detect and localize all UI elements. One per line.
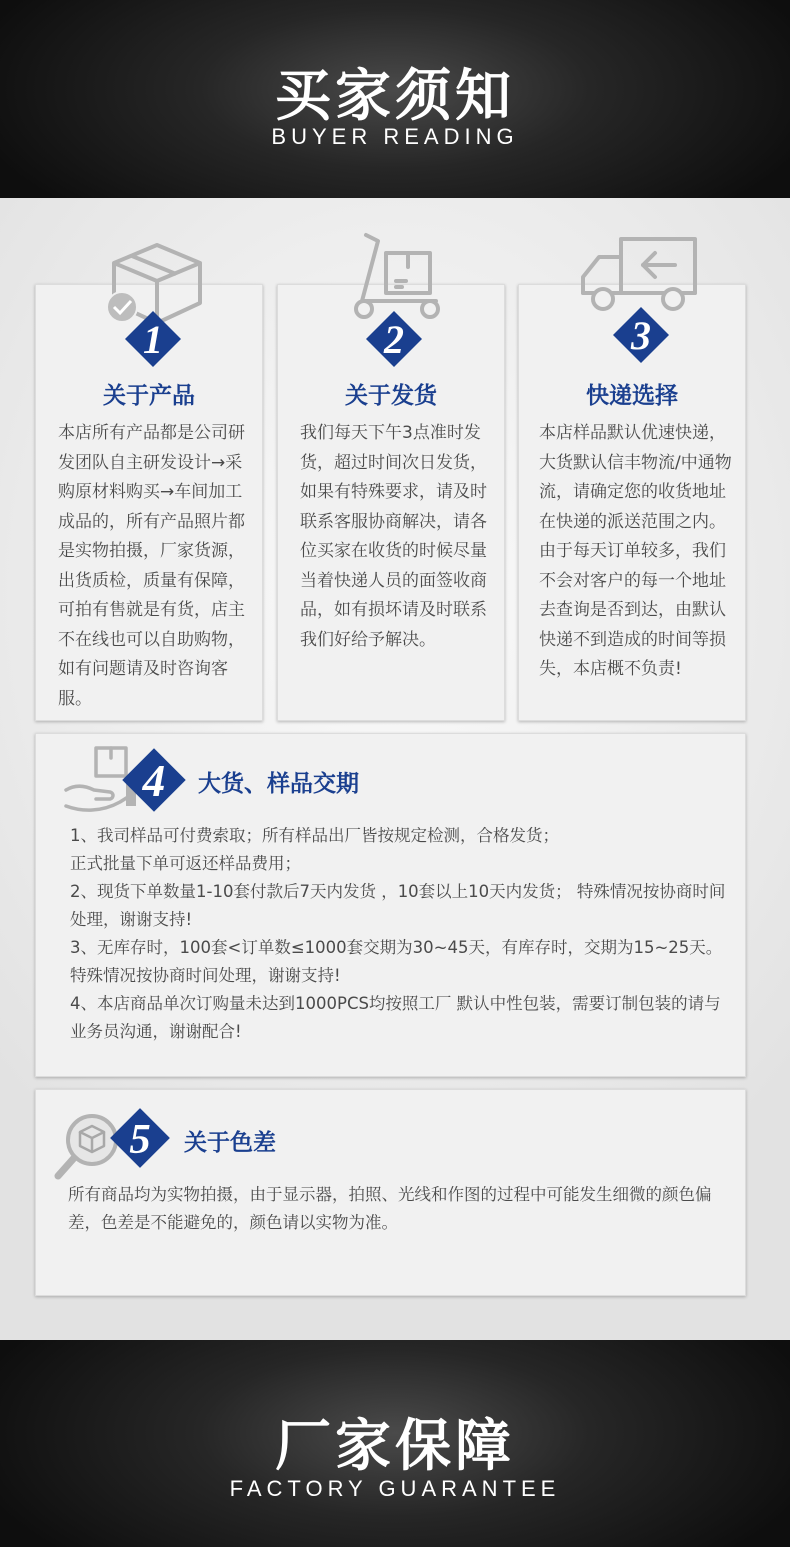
section-text-product: 本店所有产品都是公司研发团队自主研发设计→采购原材料购买→车间加工成品的，所有产品照片都是实物拍摄，厂家货源，出货质检，质量有保障，可拍有售就是有货，店主不在线也可以自助购物，如有问题请及时咨询客服。 xyxy=(58,423,245,709)
number-badge-2-text: 2 xyxy=(384,317,404,362)
number-badge-5-text: 5 xyxy=(129,1115,151,1163)
number-badge-4 xyxy=(120,746,188,814)
section-title-shipping: 关于发货 xyxy=(345,383,437,409)
delivery-time-line-4: 3、无库存时，100套<订单数≤1000套交期为30~45天，有库存时，交期为15~25天。特殊情况按协商时间处理，谢谢支持! xyxy=(70,938,723,985)
number-badge-4-text: 4 xyxy=(142,755,166,806)
page-title: 买家须知 xyxy=(275,64,515,129)
section-text-delivery-time xyxy=(70,822,732,1046)
section-text-express: 本店样品默认优速快递，大货默认信丰物流/中通物流，请确定您的收货地址在快递的派送范围之内。由于每天订单较多，我们不会对客户的每一个地址去查询是否到达，由默认快递不到造成的时间等损失，本店概不负责! xyxy=(539,423,732,679)
delivery-time-line-2: 正式批量下单可返还样品费用； xyxy=(70,854,301,873)
section-text-color-difference: 所有商品均为实物拍摄，由于显示器，拍照、光线和作图的过程中可能发生细微的颜色偏差，色差是不能避免的，颜色请以实物为准。 xyxy=(68,1185,712,1232)
delivery-time-line-5: 4、本店商品单次订购量未达到1000PCS均按照工厂 默认中性包装，需要订制包装的请与业务员沟通，谢谢配合! xyxy=(70,994,721,1041)
section-text-shipping: 我们每天下午3点准时发货，超过时间次日发货，如果有特殊要求，请及时联系客服协商解决，请各位买家在收货的时候尽量当着快递人员的面签收商品，如有损坏请及时联系我们好给予解决。 xyxy=(300,423,487,650)
section-title-color-difference: 关于色差 xyxy=(184,1130,276,1156)
section-title-product: 关于产品 xyxy=(103,383,195,409)
section-card-express xyxy=(518,284,746,721)
section-card-shipping xyxy=(277,284,505,721)
number-badge-2 xyxy=(364,309,424,369)
number-badge-3-text: 3 xyxy=(631,313,651,358)
section-card-delivery-time xyxy=(35,733,746,1077)
number-badge-5 xyxy=(108,1106,172,1170)
number-badge-3 xyxy=(611,305,671,365)
header-band xyxy=(0,0,790,198)
page-subtitle: BUYER READING xyxy=(271,124,519,149)
delivery-time-line-3: 2、现货下单数量1-10套付款后7天内发货 ，10套以上10天内发货； 特殊情况按协商时间处理，谢谢支持! xyxy=(70,882,726,929)
section-card-product xyxy=(35,284,263,721)
hand-truck-icon xyxy=(348,231,448,321)
number-badge-1 xyxy=(123,309,183,369)
footer-title: 厂家保障 xyxy=(275,1414,515,1479)
section-title-express: 快递选择 xyxy=(586,383,678,409)
delivery-time-line-1: 1、我司样品可付费索取；所有样品出厂皆按规定检测，合格发货； xyxy=(70,826,559,845)
section-card-color-difference xyxy=(35,1089,746,1296)
number-badge-1-text: 1 xyxy=(143,317,163,362)
section-title-delivery-time: 大货、样品交期 xyxy=(198,771,359,797)
footer-band xyxy=(0,1340,790,1547)
delivery-truck-icon xyxy=(577,235,701,315)
footer-subtitle: FACTORY GUARANTEE xyxy=(229,1476,561,1501)
